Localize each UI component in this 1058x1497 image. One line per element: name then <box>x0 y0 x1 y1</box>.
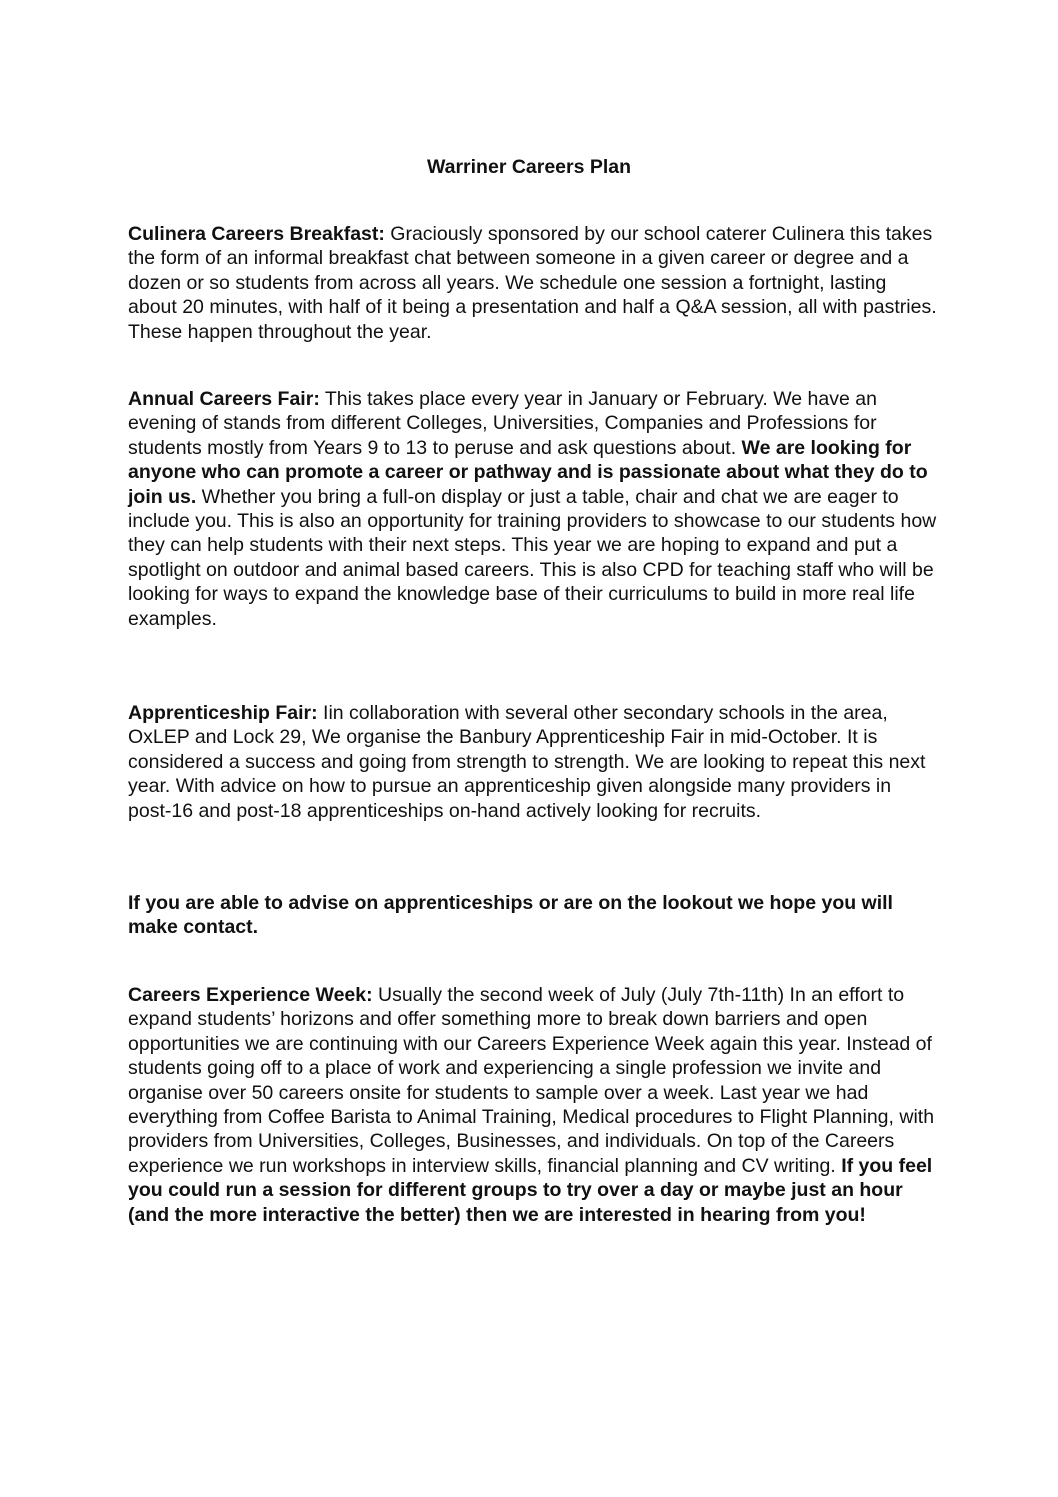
section-apprenticeship-fair <box>128 701 938 823</box>
apprenticeship-callout: If you are able to advise on apprenticeships or are on the lookout we hope you will make contact. <box>128 892 893 939</box>
section-culinera-breakfast <box>128 222 938 344</box>
section-body: Usually the second week of July (July 7th-11th) In an effort to expand students’ horizons and offer something more to break down barriers and open opportunities we are continuing with our Careers Experience Week again this year. Instead of students going off to a place of work and experiencing a single profession we invite and organise over 50 careers onsite for students to sample over a week. Last year we had everything from Coffee Barista to Animal Training, Medical procedures to Flight Planning, with providers from Universities, Colleges, Businesses, and individuals. On top of the Careers experience we run workshops in interview skills, financial planning and CV writing. <box>128 984 935 1177</box>
section-heading: Apprenticeship Fair: <box>128 702 318 724</box>
section-careers-experience-week <box>128 983 938 1227</box>
section-body: This takes place every year in January or February. We have an evening of stands from different Colleges, Universities, Companies and Professions for students mostly from Years 9 to 13 to peruse and ask questions about. <box>128 388 877 459</box>
section-annual-careers-fair <box>128 387 938 631</box>
section-emphasis: We are looking for anyone who can promote a career or pathway and is passionate about what they do to join us. <box>128 436 928 508</box>
section-heading: Careers Experience Week: <box>128 984 373 1006</box>
section-body: Graciously sponsored by our school caterer Culinera this takes the form of an informal breakfast chat between someone in a given career or degree and a dozen or so students from across all years. We schedule one session a fortnight, lasting about 20 minutes, with half of it being a presentation and half a Q&A session, all with pastries. These happen throughout the year. <box>128 223 937 343</box>
section-body: Whether you bring a full-on display or just a table, chair and chat we are eager to include you. This is also an opportunity for training providers to showcase to our students how they can help students with their next steps. This year we are hoping to expand and put a spotlight on outdoor and animal based careers. This is also CPD for teaching staff who will be looking for ways to expand the knowledge base of their curriculums to build in more real life examples. <box>128 485 937 630</box>
section-heading: Annual Careers Fair: <box>128 388 320 410</box>
section-emphasis: If you feel you could run a session for different groups to try over a day or maybe just an hour (and the more interactive the better) then we are interested in hearing from you! <box>128 1154 933 1226</box>
section-body: Iin collaboration with several other secondary schools in the area, OxLEP and Lock 29, We organise the Banbury Apprenticeship Fair in mid-October. It is considered a success and going from strength to strength. We are looking to repeat this next year. With advice on how to pursue an apprenticeship given alongside many providers in post-16 and post-18 apprenticeships on-hand actively looking for recruits. <box>128 702 926 822</box>
section-heading: Culinera Careers Breakfast: <box>128 223 385 245</box>
document-title: Warriner Careers Plan <box>426 156 632 178</box>
